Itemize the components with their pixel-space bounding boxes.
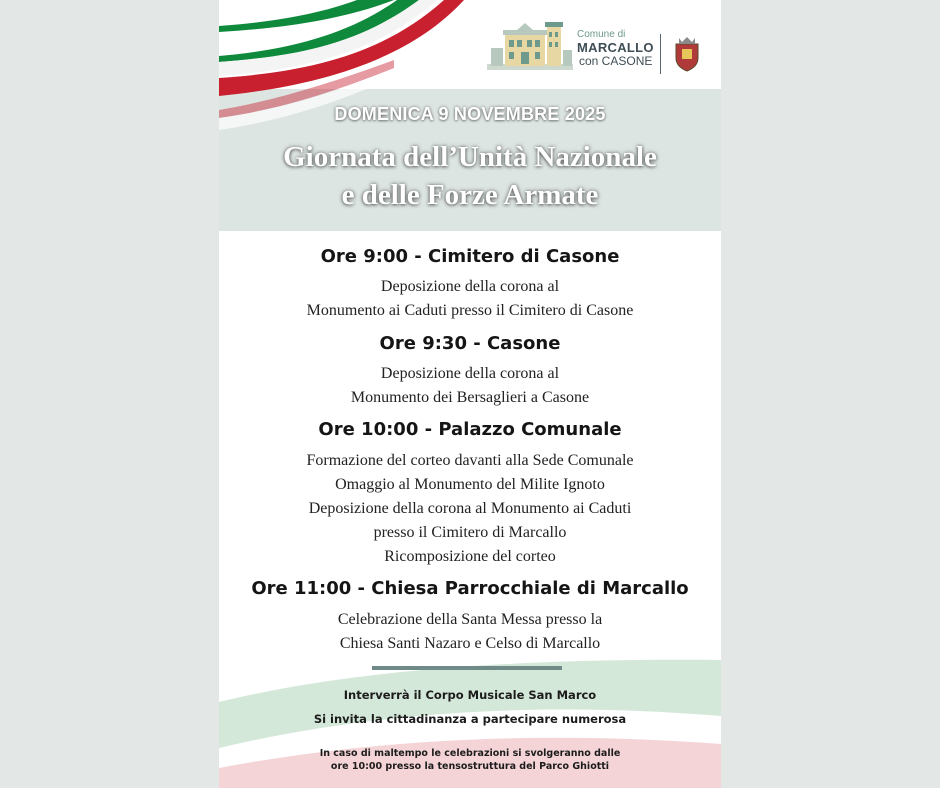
event-1-line-1: Deposizione della corona al bbox=[380, 278, 560, 295]
event-4-line-1: Celebrazione della Santa Messa presso la bbox=[337, 611, 603, 628]
event-3-line-4: presso il Cimitero di Marcallo bbox=[373, 524, 567, 541]
event-4-line-2: Chiesa Santi Nazaro e Celso di Marcallo bbox=[339, 635, 601, 652]
footer-band-note: Interverrà il Corpo Musicale San Marco bbox=[343, 688, 597, 702]
event-date: DOMENICA 9 NOVEMBRE 2025 bbox=[334, 104, 606, 124]
page-title-line-1: Giornata dell’Unità Nazionale bbox=[283, 141, 657, 173]
event-heading-1: Ore 9:00 - Cimitero di Casone bbox=[320, 246, 620, 267]
section-divider bbox=[372, 666, 562, 670]
event-heading-3: Ore 10:00 - Palazzo Comunale bbox=[318, 419, 622, 440]
coat-of-arms-icon bbox=[673, 36, 701, 72]
event-3-line-2: Omaggio al Monumento del Milite Ignoto bbox=[335, 476, 605, 493]
event-heading-4: Ore 11:00 - Chiesa Parrocchiale di Marcallo bbox=[251, 578, 689, 599]
town-hall-icon bbox=[487, 20, 573, 74]
event-3-line-5: Ricomposizione del corteo bbox=[384, 548, 556, 565]
event-heading-2: Ore 9:30 - Casone bbox=[379, 333, 561, 354]
footer-invite: Si invita la cittadinanza a partecipare numerosa bbox=[313, 712, 627, 726]
event-3-line-1: Formazione del corteo davanti alla Sede Comunale bbox=[306, 452, 634, 469]
event-2-line-1: Deposizione della corona al bbox=[380, 365, 560, 382]
event-1-line-2: Monumento ai Caduti presso il Cimitero di Casone bbox=[306, 302, 634, 319]
logo-text-comune: Comune di bbox=[577, 29, 626, 40]
logo-text-con-casone: con CASONE bbox=[579, 54, 653, 68]
footer-weather-line-2: ore 10:00 presso la tensostruttura del Parco Ghiotti bbox=[330, 761, 610, 772]
event-2-line-2: Monumento dei Bersaglieri a Casone bbox=[350, 389, 590, 406]
logo-text-marcallo: MARCALLO bbox=[577, 40, 654, 55]
logo-divider bbox=[660, 34, 661, 74]
event-3-line-3: Deposizione della corona al Monumento ai Caduti bbox=[308, 500, 632, 517]
event-poster bbox=[219, 0, 721, 788]
municipality-logo bbox=[487, 18, 712, 78]
page-title-line-2: e delle Forze Armate bbox=[341, 179, 599, 211]
footer-weather-line-1: In caso di maltempo le celebrazioni si svolgeranno dalle bbox=[319, 748, 621, 759]
hero-header bbox=[219, 0, 721, 231]
